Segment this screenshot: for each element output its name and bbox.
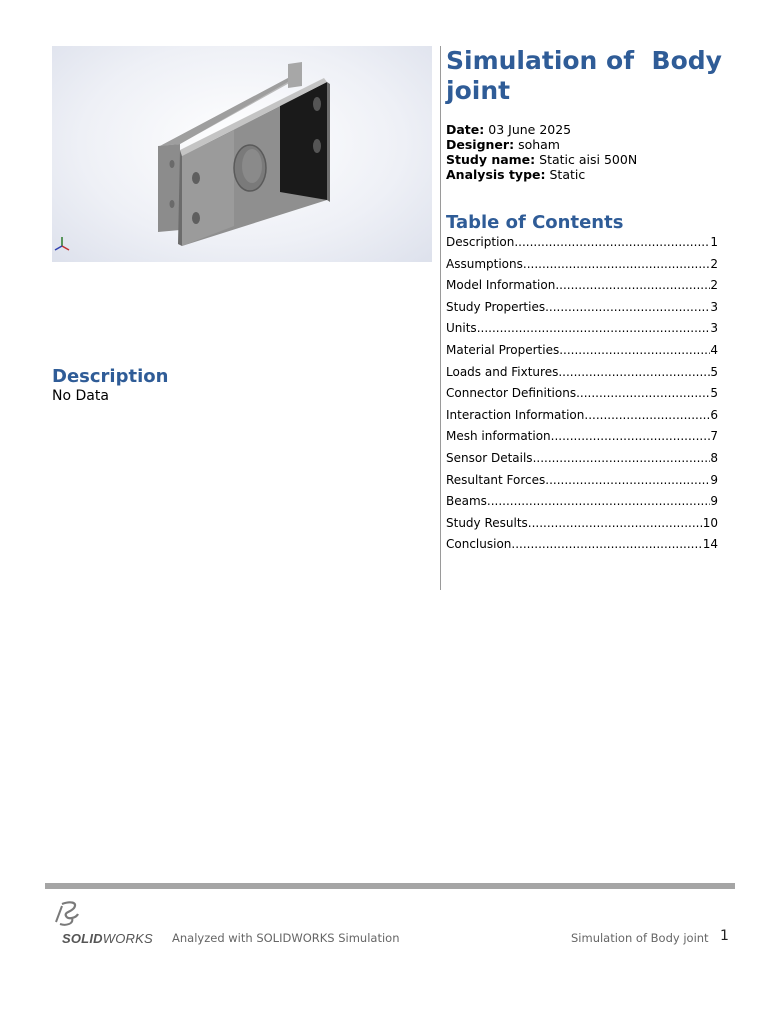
toc-item-mesh-information[interactable] <box>446 426 718 448</box>
toc-item-page: 2 <box>710 278 718 293</box>
meta-study-value: Static aisi 500N <box>539 152 638 167</box>
toc-item-description[interactable] <box>446 232 718 254</box>
toc-item-label: Beams <box>446 494 487 509</box>
toc-leader <box>555 275 710 295</box>
description-text: No Data <box>52 388 109 404</box>
toc-item-page: 7 <box>710 429 718 444</box>
logo-wordmark <box>62 931 153 946</box>
logo-wordmark-rest: WORKS <box>102 931 153 946</box>
toc-item-label: Resultant Forces <box>446 472 546 487</box>
model-render-image <box>52 46 432 262</box>
toc-leader <box>545 470 710 490</box>
report-title: Simulation of Body joint <box>446 46 731 105</box>
toc-item-assumptions[interactable] <box>446 254 718 276</box>
toc-leader <box>584 405 710 425</box>
toc-leader <box>528 513 703 533</box>
ds-logo-icon <box>52 900 92 932</box>
toc-leader <box>477 318 711 338</box>
toc-item-page: 6 <box>710 407 718 422</box>
toc-item-page: 2 <box>710 256 718 271</box>
toc-item-label: Sensor Details <box>446 450 533 465</box>
meta-analysis-label: Analysis type: <box>446 167 546 182</box>
toc-leader <box>576 383 710 403</box>
toc-item-material-properties[interactable] <box>446 340 718 362</box>
toc-item-page: 10 <box>702 515 718 530</box>
toc-item-label: Mesh information <box>446 429 551 444</box>
column-divider <box>440 46 441 590</box>
meta-analysis <box>446 167 637 182</box>
meta-analysis-value: Static <box>549 167 586 182</box>
toc-item-page: 4 <box>710 342 718 357</box>
toc-item-page: 5 <box>710 364 718 379</box>
meta-designer <box>446 137 637 152</box>
toc-leader <box>551 426 711 446</box>
toc-item-label: Units <box>446 321 477 336</box>
toc-item-model-information[interactable] <box>446 275 718 297</box>
description-heading: Description <box>52 366 169 387</box>
meta-study-label: Study name: <box>446 152 536 167</box>
toc-leader <box>545 297 710 317</box>
toc-item-sensor-details[interactable] <box>446 448 718 470</box>
toc-item-label: Study Properties <box>446 299 546 314</box>
toc-heading: Table of Contents <box>446 212 624 233</box>
toc-item-page: 14 <box>702 537 718 552</box>
toc-item-label: Material Properties <box>446 342 560 357</box>
axis-triad-icon <box>55 237 69 250</box>
toc-item-beams[interactable] <box>446 491 718 513</box>
meta-date-label: Date: <box>446 122 485 137</box>
toc-item-loads-and-fixtures[interactable] <box>446 362 718 384</box>
toc-item-page: 9 <box>710 494 718 509</box>
toc-item-label: Interaction Information <box>446 407 585 422</box>
body-joint-model <box>52 46 432 262</box>
meta-designer-label: Designer: <box>446 137 515 152</box>
toc-item-label: Study Results <box>446 515 528 530</box>
meta-date-value: 03 June 2025 <box>488 122 572 137</box>
toc-item-page: 3 <box>710 299 718 314</box>
toc-leader <box>533 448 711 468</box>
toc-item-interaction-information[interactable] <box>446 405 718 427</box>
toc-leader <box>558 362 710 382</box>
toc-leader <box>514 232 710 252</box>
meta-date <box>446 122 637 137</box>
toc-leader <box>523 254 710 274</box>
footer-document-title: Simulation of Body joint <box>571 931 709 945</box>
toc-item-study-results[interactable] <box>446 513 718 535</box>
toc-item-label: Connector Definitions <box>446 386 577 401</box>
toc-item-page: 8 <box>710 450 718 465</box>
footer-page-number: 1 <box>720 928 729 944</box>
solidworks-logo <box>52 900 156 950</box>
toc-item-label: Loads and Fixtures <box>446 364 559 379</box>
meta-designer-value: soham <box>518 137 560 152</box>
footer-rule <box>45 883 735 889</box>
toc-item-page: 1 <box>710 235 718 249</box>
toc-item-study-properties[interactable] <box>446 297 718 319</box>
toc-item-resultant-forces[interactable] <box>446 470 718 492</box>
toc-item-page: 5 <box>710 386 718 401</box>
meta-study <box>446 152 637 167</box>
toc-item-connector-definitions[interactable] <box>446 383 718 405</box>
toc-leader <box>559 340 710 360</box>
toc-item-conclusion[interactable] <box>446 534 718 556</box>
toc-item-label: Assumptions <box>446 256 523 271</box>
toc-leader <box>511 534 702 554</box>
toc-item-page: 9 <box>710 472 718 487</box>
toc-item-label: Model Information <box>446 278 556 293</box>
footer-analyzed-text: Analyzed with SOLIDWORKS Simulation <box>172 931 400 945</box>
logo-wordmark-bold: SOLID <box>62 931 103 946</box>
toc-item-units[interactable] <box>446 318 718 340</box>
table-of-contents <box>446 232 718 556</box>
toc-leader <box>487 491 710 511</box>
toc-item-page: 3 <box>710 321 718 336</box>
report-meta <box>446 122 637 182</box>
toc-item-label: Conclusion <box>446 537 512 552</box>
toc-item-label: Description <box>446 235 515 249</box>
